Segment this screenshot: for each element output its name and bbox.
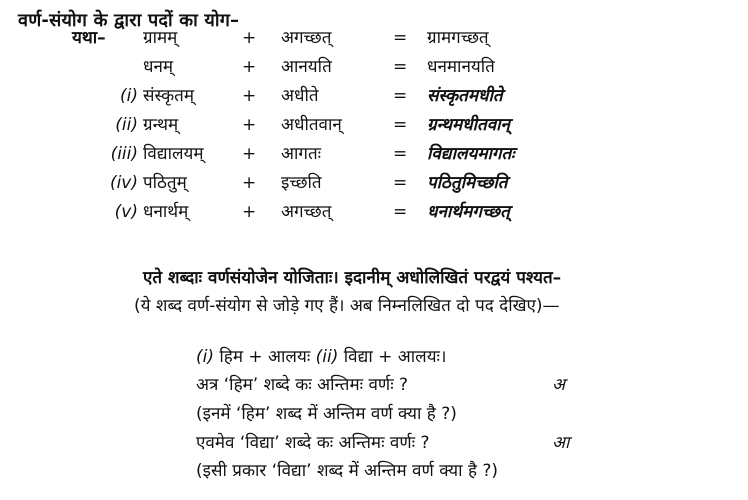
row-number: (iii) xyxy=(110,144,138,164)
result-word: ग्रन्थमधीतवान् xyxy=(427,115,510,135)
second-word: अधीते xyxy=(281,86,319,106)
combination-row xyxy=(0,198,748,226)
question-1-translation: (इनमें ‘हिम’ शब्द में अन्तिम वर्ण क्या है ?) xyxy=(196,404,457,424)
result-word: पठितुमिच्छति xyxy=(427,173,508,193)
plus-sign: + xyxy=(242,173,257,193)
result-word: धनार्थमगच्छत् xyxy=(427,202,510,222)
first-word: पठितुम् xyxy=(143,173,187,193)
first-word: धनम् xyxy=(143,57,174,77)
yatha-label: यथा– xyxy=(72,28,106,48)
second-word: अगच्छत् xyxy=(281,202,332,222)
first-word: ग्रामम् xyxy=(143,28,178,48)
result-word: विद्यालयमागतः xyxy=(427,144,515,164)
row-number: (v) xyxy=(114,202,138,222)
row-number: (ii) xyxy=(115,115,138,135)
plus-sign: + xyxy=(242,115,257,135)
example-text-1: हिम + आलयः xyxy=(219,347,311,367)
question-1: अत्र ‘हिम’ शब्दे कः अन्तिमः वर्णः ? xyxy=(196,375,409,395)
second-word: इच्छति xyxy=(281,173,322,193)
answer-1: अ xyxy=(552,375,565,395)
second-word: आनयति xyxy=(281,57,332,77)
first-word: ग्रन्थम् xyxy=(143,115,179,135)
plus-sign: + xyxy=(242,144,257,164)
combination-row xyxy=(0,111,748,139)
section-heading: वर्ण-संयोग के द्वारा पदों का योग– xyxy=(18,10,240,31)
equals-sign: = xyxy=(393,86,408,106)
example-line xyxy=(196,344,446,367)
sentence-sanskrit: एते शब्दाः वर्णसंयोजेन योजिताः। इदानीम् अधोलिखितं परद्वयं पश्यत– xyxy=(143,268,562,288)
plus-sign: + xyxy=(242,202,257,222)
example-num-1: (i) xyxy=(196,347,214,367)
combination-row xyxy=(0,82,748,110)
plus-sign: + xyxy=(242,28,257,48)
second-word: आगतः xyxy=(281,144,322,164)
combination-row xyxy=(0,169,748,197)
equals-sign: = xyxy=(393,115,408,135)
question-2: एवमेव ‘विद्या’ शब्दे कः अन्तिमः वर्णः ? xyxy=(196,433,430,453)
combination-row xyxy=(0,140,748,168)
example-text-2: विद्या + आलयः। xyxy=(343,347,447,367)
first-word: संस्कृतम् xyxy=(143,86,195,106)
plus-sign: + xyxy=(242,57,257,77)
result-word: धनमानयति xyxy=(427,57,495,77)
result-word: संस्कृतमधीते xyxy=(427,86,503,106)
equals-sign: = xyxy=(393,173,408,193)
equals-sign: = xyxy=(393,144,408,164)
result-word: ग्रामगच्छत् xyxy=(427,28,489,48)
answer-2: आ xyxy=(552,433,570,453)
row-number: (iv) xyxy=(109,173,138,193)
second-word: अगच्छत् xyxy=(281,28,332,48)
equals-sign: = xyxy=(393,57,408,77)
first-word: विद्यालयम् xyxy=(143,144,204,164)
equals-sign: = xyxy=(393,28,408,48)
combination-row xyxy=(0,53,748,81)
equals-sign: = xyxy=(393,202,408,222)
first-word: धनार्थम् xyxy=(143,202,189,222)
sentence-translation: (ये शब्द वर्ण-संयोग से जोड़े गए हैं। अब निम्नलिखित दो पद देखिए)— xyxy=(134,296,560,316)
row-number: (i) xyxy=(120,86,138,106)
question-2-translation: (इसी प्रकार ‘विद्या’ शब्द में अन्तिम वर्ण क्या है ?) xyxy=(196,461,499,481)
combination-row xyxy=(0,24,748,52)
second-word: अधीतवान् xyxy=(281,115,342,135)
example-num-2: (ii) xyxy=(315,347,339,367)
plus-sign: + xyxy=(242,86,257,106)
